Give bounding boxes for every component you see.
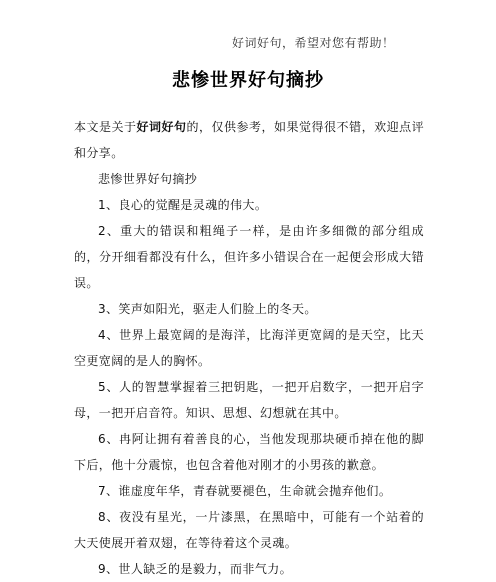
intro-paragraph	[74, 114, 424, 166]
intro-keyword: 好词好句	[136, 120, 187, 134]
quote-item-8: 8、夜没有星光，一片漆黑，在黑暗中，可能有一个站着的大天使展开着双翅，在等待着这个灵魂。	[74, 510, 424, 550]
document-title: 悲惨世界好句摘抄	[172, 70, 324, 91]
quote-item-7: 7、谁虚度年华，青春就要褪色，生命就会抛弃他们。	[98, 484, 392, 498]
document-body	[74, 114, 424, 582]
quote-item-9: 9、世人缺乏的是毅力，而非气力。	[98, 562, 293, 576]
quote-item-1: 1、良心的觉醒是灵魂的伟大。	[98, 198, 268, 212]
intro-prefix: 本文是关于	[74, 120, 137, 134]
header-note: 好词好句，希望对您有帮助！	[232, 36, 395, 50]
quote-item-4: 4、世界上最宽阔的是海洋，比海洋更宽阔的是天空，比天空更宽阔的是人的胸怀。	[74, 328, 424, 368]
section-subtitle: 悲惨世界好句摘抄	[98, 172, 198, 186]
intro-suffix: 的，仅供参考，如果觉得很不错，欢迎点评和分享。	[74, 120, 424, 160]
quote-item-3: 3、笑声如阳光，驱走人们脸上的冬天。	[98, 302, 317, 316]
quote-item-5: 5、人的智慧掌握着三把钥匙，一把开启数字，一把开启字母，一把开启音符。知识、思想、幻想就在其中。	[74, 380, 424, 420]
quote-item-6: 6、冉阿让拥有着善良的心，当他发现那块硬币掉在他的脚下后，他十分震惊，也包含着他对刚才的小男孩的歉意。	[74, 432, 424, 472]
quote-item-2: 2、重大的错误和粗绳子一样，是由许多细微的部分组成的，分开细看都没有什么，但许多小错误合在一起便会形成大错误。	[74, 224, 424, 290]
